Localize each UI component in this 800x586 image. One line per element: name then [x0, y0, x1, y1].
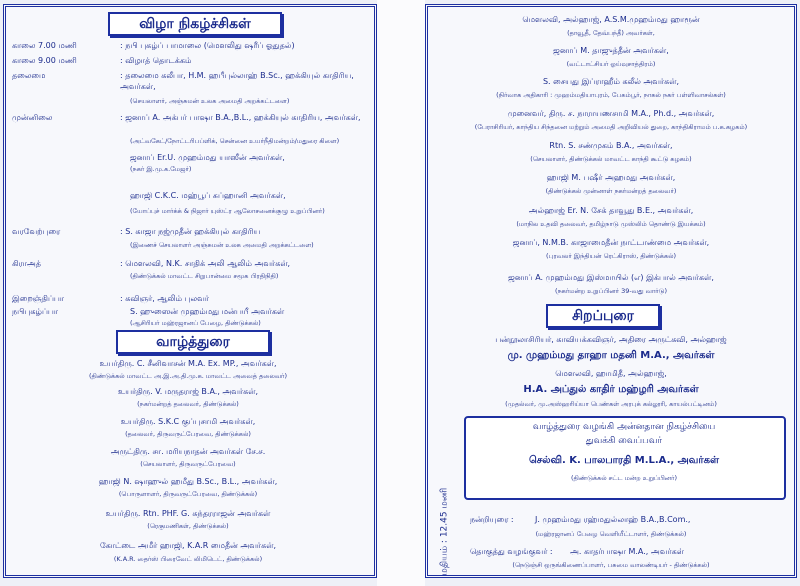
special2-intro: மௌலவி, ஹாமிதீ, அல்ஹாஜ்,: [555, 369, 667, 378]
time-vertical: மதியம் : 12.45 மணி: [439, 487, 450, 576]
row-label-welcome: வரவேற்புரை: [12, 227, 61, 236]
row-label-praise: நபிபுகழ்ப்பா: [12, 307, 59, 316]
program-heading: விழா நிகழ்ச்சிகள்: [108, 12, 282, 36]
r-top-4-sub: (பேராசிரியர், காந்திய சிந்தனை மற்றும் அமைதி அறிவியல் துறை, காந்திகிராமம் ப.க.கழகம்): [474, 123, 748, 131]
compere-label: தொகுத்து வழங்குவர் :: [470, 547, 553, 556]
sub-kiraath: (திண்டுக்கல் மாவட்ட சிறுபான்மை சமூக பிரதிநிதி): [130, 272, 279, 280]
special2-name: H.A. அப்துல் காதிர் மஹ்ழரி அவர்கள்: [523, 384, 699, 395]
greet-1: உயர்திரு. C. சீனிவாசன் M.A. Ex. MP., அவர்கள்,: [99, 359, 277, 368]
greet-3-sub: (தலைவர், திருவருட்பேரவை, திண்டுக்கல்): [125, 430, 251, 438]
row-text-welcome: : S. காஜா நஜ்முதீன் ஹக்கியுல் காதிரிய: [120, 227, 261, 236]
row-label-presence: முன்னிலை: [12, 113, 53, 122]
greet-4: அருட்திரு. சா. மரியநாதன் அவர்கள் சே.ச.: [110, 447, 266, 456]
r-top-3: S. சையது இப்ராஹீம் கலீல் அவர்கள்,: [542, 77, 680, 86]
greet-3: உயர்திரு. S.K.C குப்புசாமி அவர்கள்,: [120, 417, 256, 426]
greet-1-sub: (திண்டுக்கல் மாவட்ட அ.இ.அ.தி.மு.க. மாவட்ட அவைத் தலைவர்): [89, 372, 287, 380]
thanks-label: நன்றியுரை :: [470, 515, 514, 524]
row-label-prayer: இறைஞ்திப்பா: [12, 294, 65, 303]
row-text-presidency: : தலைமை கலீபா, H.M. ஹபீபுல்லாஹ் B.Sc., ஹக்கியுல் காதிரிய, அவர்கள்,: [120, 71, 354, 91]
sub-mahboob: (யோப்புச் மார்க்க் & நிஜார் யுஸ்ட்ர ஆலோசனைக்குழு உறுப்பினர்): [130, 207, 325, 215]
r-top-1: மௌலவி, அல்ஹாஜ், A.S.M.முஹம்மது ஹாரூன்: [522, 15, 700, 24]
thanks-text: J. முஹம்மது ரஹ்மதுல்லாஹ் B.A.,B.Com.,: [535, 515, 691, 524]
box-line-2: துவக்கி வைப்பவர்: [585, 436, 663, 446]
greet-5: ஹாஜி N. ஷாஹுல் ஹமீது B.Sc., B.L., அவர்கள்,: [98, 477, 278, 486]
greet-7: கோட்டை அமீர் ஹாஜி, K.A.R மைதீன் அவர்கள்,: [100, 541, 276, 550]
row-time-1: காலை 7.00 மணி: [12, 41, 77, 50]
greet-4-sub: (செயலாளர், திருவருட்பேரவை): [140, 460, 236, 468]
r-top-9: ஜனாப் A. முஹம்மது இஸ்மாயில் (எ) இக்பால் அவர்கள்,: [508, 273, 714, 282]
sub-presence: (அட்வகேட்/நோட்டரிபப்ளிக், சென்னை உயர்நீதிமன்றம்/மதுரை கிளை): [130, 137, 340, 145]
r-top-3-sub: (நிர்வாக அதிகாரி : முஹம்மதியாபுரம், பேகம்பூர், நாகல் நகர் பள்ளிவாசல்கள்): [496, 91, 726, 99]
row-text-presence: : ஜனாப் A. அக்பர் பாஷா B.A.,B.L., ஹக்கியுல் காதிரிய, அவர்கள்,: [120, 113, 361, 122]
greet-6-sub: (ரெகுமணிகள், திண்டுக்கல்): [147, 522, 229, 530]
r-top-8-sub: (புரவலர் இந்தியன் ரெட்கிராஸ், திண்டுக்கல்): [546, 252, 676, 260]
box-name: செல்வி. K. பாலபாரதி M.L.A., அவர்கள்: [528, 455, 720, 466]
thanks-sub: (மஹ்ரஜானப் பேழை வெளியீட்டாளர், திண்டுக்கல்): [535, 530, 687, 538]
special2-sub: (முதல்வர், மு.அஸ்ஹரிய்யா பெண்கள் அரபுக் கல்லூரி, காயல்பட்டினம்): [505, 400, 717, 408]
greet-7-sub: (K.A.R. தைர்ஸ் பிரைவேட் லிமிடெட், திண்டுக்கல்): [113, 555, 263, 563]
sub-presidency: (செயலாளர், அஞ்சுமன் உலக அமைதி அறக்கட்டளை): [130, 97, 290, 105]
row-label-presidency: தலைமை: [12, 71, 46, 80]
greet-2-sub: (நகர்மன்றத் தலைவர், திண்டுக்கல்): [137, 400, 239, 408]
special-name: மு. முஹம்மது தாஹா மதனி M.A., அவர்கள்: [507, 350, 715, 361]
greet-6: உயர்திரு. Rtn. PHF. G. சுந்தரராஜன் அவர்கள்: [105, 509, 271, 518]
row-time-2: காலை 9.00 மணி: [12, 56, 77, 65]
r-top-6-sub: (திண்டுக்கல் முன்னாள் நகர்மன்றத் தலைவர்): [545, 187, 677, 195]
r-top-6: ஹாஜி M. பஷீர் அஹமது அவர்கள்,: [546, 173, 676, 182]
special-intro: பன்நூலாசிரியர், காவியக்கவிஞர், அதிரை அருட்கவி, அல்ஹாஜ்: [495, 335, 727, 344]
greet-5-sub: (பொருளாளர், திருவருட்பேரவை, திண்டுக்கல்): [118, 490, 258, 498]
row-label-kiraath: கிராஅத்: [12, 259, 41, 268]
row-yaseen: ஜனாப் Er.U. முஹம்மது யாஸீன் அவர்கள்,: [130, 153, 285, 162]
greet-2: உயர்திரு. V. மருதராஜ் B.A., அவர்கள்,: [117, 387, 259, 396]
r-top-9-sub: (நகர்மன்ற உறுப்பினர் 39-வது வார்டு): [554, 287, 668, 295]
r-top-1-sub: (தாவூதீ, தேவ்பந்தீ) அவர்கள்,: [567, 29, 655, 37]
r-top-7-sub: (மாநில உதவி தலைவர், தமிழ்நாடு முஸ்லிம் தொண்டு இயக்கம்): [516, 220, 706, 228]
r-top-7: அல்ஹாஜ் Er. N. சேக் தாவூது B.E., அவர்கள்,: [528, 206, 694, 215]
row-text-1: : நபி புகழ்ப் பாமாலை (மௌலிது ஷரீப் ஓதுதல்): [120, 41, 295, 50]
row-text-prayer: : கவிஞர், ஆலிம் புலவர்: [120, 294, 210, 303]
row-text-praise: S. ஹுஸைன் முஹம்மது மன்பயீ அவர்கள்: [130, 307, 285, 316]
row-mahboob: ஹாஜி C.K.C. மஹ்பூப் சுப்ஹானி அவர்கள்,: [130, 191, 286, 200]
row-text-kiraath: : மௌலவி, N.K. சாதிக் அலி ஆலிம் அவர்கள்,: [120, 259, 291, 268]
row-text-2: : விழாத் தொடக்கம்: [120, 56, 192, 65]
sub-yaseen: (நகர் இ.மு.க.மேஜர்): [130, 165, 192, 173]
sub-praise: (ஆசிரியர் மஹ்ரஜானப் பேழை, திண்டுக்கல்): [130, 319, 261, 327]
r-top-2: ஜனாப் M. தாஜுத்தீன் அவர்கள்,: [553, 46, 669, 55]
compere-text: அ. காதர்பாஷா M.A., அவர்கள்: [570, 547, 684, 556]
compere-sub: (நெடுஞ்சி ஒருங்கிணைப்பாளர், பசுமை வாலண்டியர் - திண்டுக்கல்): [512, 561, 710, 569]
special-speech-heading: சிறப்புரை: [546, 304, 660, 328]
box-line-1: வாழ்த்துரை வழங்கி அன்னதான நிகழ்ச்சியை: [532, 422, 716, 432]
r-top-4: முனைவர், திரு. ச. நாராயணசாமி M.A., Ph.d., அவர்கள்,: [507, 109, 715, 118]
r-top-2-sub: (வட்டாட்சியர் ஓய்வுசாத்திரம்): [566, 60, 656, 68]
r-top-8: ஜனாப், N.M.B. காஜாமைதீன் நாட்டாண்மை அவர்கள்,: [512, 238, 710, 247]
greetings-heading: வாழ்த்துரை: [116, 330, 270, 354]
box-sub: (திண்டுக்கல் சட்ட மன்ற உறுப்பினர்): [570, 474, 678, 482]
page-gutter: [377, 0, 425, 586]
sub-welcome: (இணைச் செயலாளர் அஞ்சுமன் உலக அமைதி அறக்கட்டளை): [130, 241, 314, 249]
r-top-5: Rtn. S. சண்முகம் B.A., அவர்கள்,: [549, 141, 673, 150]
r-top-5-sub: (செயலாளர், திண்டுக்கல் மாவட்ட காந்தி கூட்டு கழகம்): [530, 155, 692, 163]
